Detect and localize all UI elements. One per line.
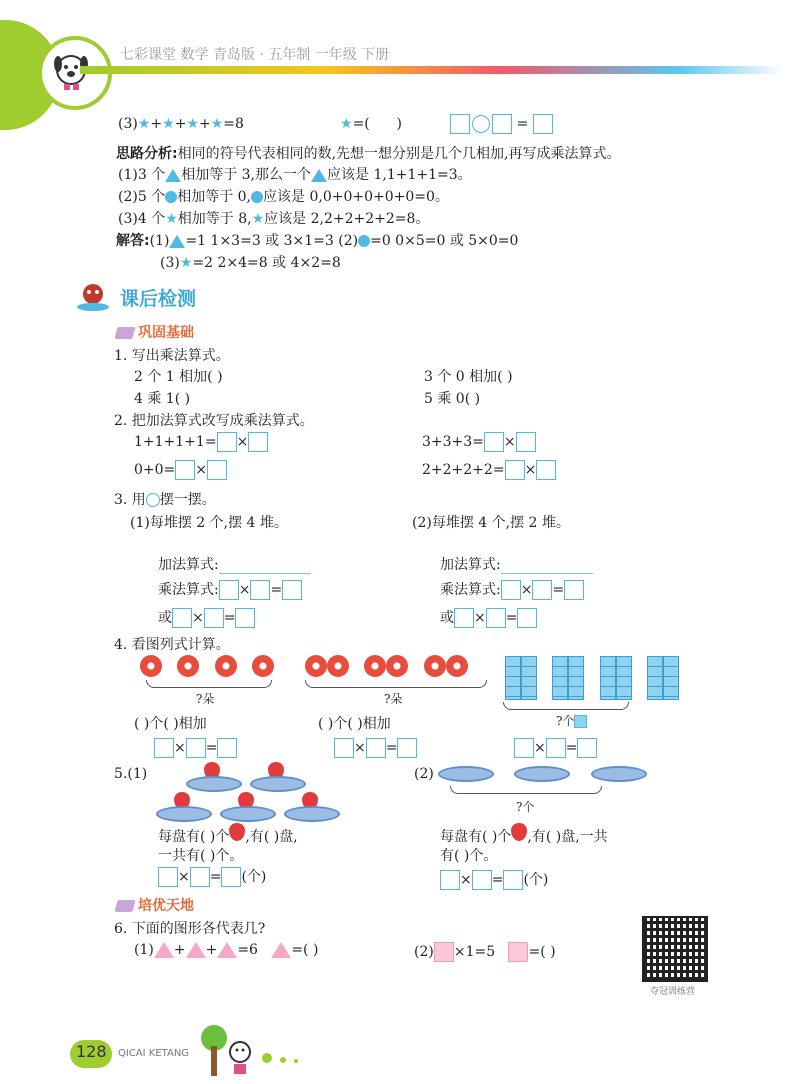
answer-box[interactable] (250, 580, 270, 600)
text: × (192, 610, 204, 626)
mascot-icon (74, 280, 112, 312)
footer-brand: QICAI KETANG (118, 1048, 190, 1059)
q6-p2 (414, 942, 556, 962)
brace (146, 680, 272, 688)
q5-eq-2 (440, 869, 548, 890)
answer-box[interactable] (564, 580, 584, 600)
q2-b (422, 432, 536, 452)
q4-eq-2 (334, 738, 417, 758)
text: =8 (223, 116, 244, 132)
text: × (178, 869, 190, 885)
analysis-3 (118, 208, 429, 228)
header-title: 七彩课堂 数学 青岛版 · 五年制 一年级 下册 (120, 47, 390, 63)
circle-icon (165, 191, 177, 203)
q3-add-1 (158, 554, 311, 574)
q3-mul-2 (440, 579, 584, 600)
text: (1) (149, 233, 170, 249)
plate-icon (284, 806, 340, 822)
plate-icon (438, 766, 494, 782)
text: + (199, 116, 211, 132)
answer-box[interactable] (536, 460, 556, 480)
answer-box[interactable] (486, 608, 506, 628)
text: =6 (237, 942, 258, 958)
q5-t2-line2: 有( )个。 (440, 848, 498, 864)
q3-p1: (1)每堆摆 2 个,摆 4 堆。 (130, 515, 288, 531)
text: 加法算式: (440, 557, 501, 573)
cube-icon (521, 656, 537, 700)
text: 或 (440, 610, 454, 626)
q4-eq-1 (154, 738, 237, 758)
q1-title: 1. 写出乘法算式。 (114, 348, 230, 364)
answer-box[interactable] (450, 114, 470, 134)
answer-box[interactable] (154, 738, 174, 758)
text: + (150, 116, 163, 132)
answer-box[interactable] (505, 460, 525, 480)
text: 2+2+2+2= (422, 462, 505, 478)
q3-title (114, 489, 216, 509)
q2-c (134, 460, 227, 480)
advanced-heading (116, 895, 194, 915)
flowers-group-1 (140, 655, 274, 677)
q3-p2: (2)每堆摆 4 个,摆 2 堆。 (412, 515, 570, 531)
plate-icon (591, 766, 647, 782)
text: =2 2×4=8 或 4×2=8 (192, 255, 341, 271)
cubes-group (505, 656, 679, 704)
text: (3) (160, 255, 180, 271)
text: ×1=5 (453, 944, 496, 960)
flower-icon (177, 655, 199, 677)
star-icon: ★ (179, 255, 193, 271)
q5-t2-line1 (440, 823, 608, 846)
q2-d (422, 460, 556, 480)
text: (1)3 个 (118, 167, 166, 183)
text: × (236, 434, 249, 450)
text: 应该是 1,1+1+1=3。 (327, 167, 472, 183)
q4-eq-3 (514, 738, 597, 758)
answer-box[interactable] (397, 738, 417, 758)
flower-icon (327, 655, 349, 677)
text: = (552, 582, 565, 598)
answer-box[interactable] (175, 460, 195, 480)
text: × (534, 740, 546, 756)
analysis-text: 相同的符号代表相同的数,先想一想分别是几个几相加,再写成乘法算式。 (177, 146, 621, 162)
q5-p2-label: (2) (414, 766, 434, 782)
analysis-1 (118, 164, 472, 184)
tag-icon (114, 900, 135, 912)
text: 应该是 0,0+0+0+0+0=0。 (263, 189, 449, 205)
star-icon: ★ (210, 116, 224, 132)
circle-icon (146, 493, 160, 507)
qr-code-icon[interactable] (642, 916, 708, 982)
triangle-icon (186, 942, 206, 958)
plate-icon (514, 766, 570, 782)
text: × (354, 740, 366, 756)
text: =1 1×3=3 或 3×1=3 (2) (185, 233, 359, 249)
answer-box[interactable] (366, 738, 386, 758)
q3-or-1 (158, 607, 255, 628)
text: × (195, 462, 208, 478)
analysis-line (116, 143, 621, 163)
text: (3)4 个 (118, 211, 166, 227)
text: (1) (134, 942, 154, 958)
flower-icon (364, 655, 386, 677)
q6-p1 (134, 942, 318, 958)
cube-icon (616, 656, 632, 700)
analysis-label: 思路分析: (116, 146, 178, 162)
answer-box[interactable] (532, 580, 552, 600)
answer-box[interactable] (503, 870, 523, 890)
flower-icon (252, 655, 274, 677)
text: = (565, 740, 578, 756)
page-number: 128 (76, 1042, 107, 1061)
q5-t1-line1 (158, 823, 298, 846)
brace (450, 786, 602, 794)
q4-title: 4. 看图列式计算。 (114, 637, 230, 653)
triangle-icon (217, 942, 237, 958)
example-q3-line (118, 116, 244, 132)
text: 1+1+1+1= (134, 434, 217, 450)
text: + (205, 942, 218, 958)
flower-icon (140, 655, 162, 677)
plates-row-3 (438, 766, 647, 786)
answer-box[interactable] (472, 870, 492, 890)
text: + (174, 116, 187, 132)
solution-1 (116, 230, 518, 250)
text: × (460, 872, 472, 888)
section-title: 课后检测 (120, 288, 197, 310)
text: = (209, 869, 222, 885)
text: =0 0×5=0 或 5×0=0 (370, 233, 519, 249)
answer-box[interactable] (204, 608, 224, 628)
cube-icon (647, 656, 663, 700)
triangle-icon (169, 235, 185, 248)
text: 相加等于 8, (177, 211, 252, 227)
q1-a: 2 个 1 相加( ) (134, 369, 223, 385)
cube-icon (552, 656, 568, 700)
tree-icon (198, 1022, 258, 1078)
text: 或 (158, 610, 172, 626)
cube-icon (663, 656, 679, 700)
text: = (491, 872, 504, 888)
flower-icon (386, 655, 408, 677)
flower-icon (305, 655, 327, 677)
flower-icon (446, 655, 468, 677)
answer-box[interactable] (546, 738, 566, 758)
text: (个) (523, 872, 549, 888)
answer-box[interactable] (217, 738, 237, 758)
answer-box[interactable] (517, 608, 537, 628)
answer-box[interactable] (248, 432, 268, 452)
answer-box[interactable] (207, 460, 227, 480)
q4-fill-2: ( )个( )相加 (318, 716, 391, 732)
basics-heading (116, 322, 194, 342)
star-icon: ★ (165, 211, 178, 227)
plate-icon (186, 776, 242, 792)
star-icon: ★ (186, 116, 199, 132)
header-color-bar (80, 66, 784, 74)
basics-title: 巩固基础 (138, 325, 194, 341)
flower-icon (215, 655, 237, 677)
qr-caption: 夺冠训练营 (650, 987, 696, 997)
example-q3-boxes (450, 114, 553, 134)
footer-dots (262, 1048, 298, 1067)
answer-box[interactable] (492, 114, 512, 134)
text: (3) (118, 116, 138, 132)
text: × (474, 610, 486, 626)
answer-box[interactable] (282, 580, 302, 600)
text: (2)5 个 (118, 189, 166, 205)
text: × (524, 462, 537, 478)
plate-icon (156, 806, 212, 822)
answer-box[interactable] (190, 867, 210, 887)
cube-icon (574, 715, 587, 728)
text: =( ) (291, 942, 319, 958)
answer-box[interactable] (172, 608, 192, 628)
text: = (205, 740, 218, 756)
answer-box[interactable] (533, 114, 553, 134)
square-icon (508, 942, 528, 962)
plate-icon (220, 806, 276, 822)
q4-label-3 (556, 712, 587, 729)
triangle-icon (165, 169, 181, 182)
triangle-icon (154, 942, 174, 958)
answer-box[interactable] (219, 580, 239, 600)
star-icon: ★ (251, 211, 265, 227)
text: = (385, 740, 398, 756)
advanced-title: 培优天地 (138, 898, 194, 914)
text: = (223, 610, 236, 626)
text: × (174, 740, 186, 756)
star-icon: ★ (162, 116, 175, 132)
strawberry-icon (511, 823, 527, 841)
text: =( (352, 116, 370, 132)
answer-box[interactable] (217, 432, 237, 452)
q1-b: 3 个 0 相加( ) (424, 369, 513, 385)
text: × (238, 582, 251, 598)
triangle-icon (311, 169, 327, 182)
cube-icon (600, 656, 616, 700)
text: ?个 (556, 714, 575, 728)
q6-title: 6. 下面的图形各代表几? (114, 921, 266, 937)
text: 0+0= (134, 462, 176, 478)
q2-title: 2. 把加法算式改写成乘法算式。 (114, 413, 314, 429)
flower-icon (424, 655, 446, 677)
solution-2 (160, 252, 341, 272)
tag-icon (114, 327, 135, 339)
text: = (516, 116, 529, 132)
solution-label: 解答: (116, 233, 150, 249)
square-icon (434, 942, 454, 962)
text: ) (396, 116, 402, 132)
text: × (520, 582, 533, 598)
answer-box[interactable] (454, 608, 474, 628)
answer-box[interactable] (516, 432, 536, 452)
q3-add-2 (440, 554, 593, 574)
example-q3-star-answer (340, 116, 402, 132)
answer-line[interactable] (501, 559, 593, 574)
q5-t1-line2: 一共有( )个。 (158, 848, 244, 864)
star-icon: ★ (137, 116, 151, 132)
text: 乘法算式: (440, 582, 501, 598)
text: ,有( )盘, (245, 829, 298, 845)
cube-icon (505, 656, 521, 700)
text: + (173, 942, 186, 958)
text: 加法算式: (158, 557, 219, 573)
text: 每盘有( )个 (440, 829, 512, 845)
q4-label-1: ?朵 (196, 692, 215, 706)
answer-box[interactable] (235, 608, 255, 628)
text: (2) (414, 944, 434, 960)
circle-icon (358, 235, 370, 247)
text: 3+3+3= (422, 434, 484, 450)
cube-icon (568, 656, 584, 700)
analysis-2 (118, 186, 449, 206)
flowers-group-2 (305, 655, 468, 677)
text: 乘法算式: (158, 582, 219, 598)
answer-box[interactable] (501, 580, 521, 600)
answer-box[interactable] (221, 867, 241, 887)
text: 摆一摆。 (159, 492, 216, 508)
answer-box[interactable] (334, 738, 354, 758)
q1-c: 4 乘 1( ) (134, 391, 191, 407)
answer-box[interactable] (484, 432, 504, 452)
answer-box[interactable] (186, 738, 206, 758)
answer-box[interactable] (514, 738, 534, 758)
text: 相加等于 0, (177, 189, 252, 205)
q1-d: 5 乘 0( ) (424, 391, 481, 407)
star-icon: ★ (340, 116, 353, 132)
circle-icon (251, 191, 263, 203)
q4-label-2: ?朵 (384, 692, 403, 706)
brace (503, 702, 629, 710)
text: (个) (241, 869, 267, 885)
answer-line[interactable] (219, 559, 311, 574)
answer-box[interactable] (158, 867, 178, 887)
q4-fill-1: ( )个( )相加 (134, 716, 207, 732)
circle-icon[interactable] (472, 115, 490, 133)
q5-label: ?个 (516, 800, 535, 814)
q3-mul-1 (158, 579, 302, 600)
q2-a (134, 432, 268, 452)
text: = (270, 582, 283, 598)
text: 相加等于 3,那么一个 (181, 167, 312, 183)
answer-box[interactable] (577, 738, 597, 758)
q5-p1-label: 5.(1) (114, 766, 148, 782)
plate-icon (250, 776, 306, 792)
brace (305, 680, 487, 688)
triangle-icon (271, 942, 291, 958)
text: ,有( )盘,一共 (527, 829, 608, 845)
text: 3. 用 (114, 492, 146, 508)
text: 应该是 2,2+2+2+2=8。 (264, 211, 430, 227)
text: = (505, 610, 518, 626)
strawberry-icon (229, 823, 245, 841)
text: 每盘有( )个 (158, 829, 230, 845)
text: =( ) (528, 944, 556, 960)
answer-box[interactable] (440, 870, 460, 890)
q5-eq-1 (158, 866, 266, 887)
q3-or-2 (440, 607, 537, 628)
text: × (503, 434, 516, 450)
